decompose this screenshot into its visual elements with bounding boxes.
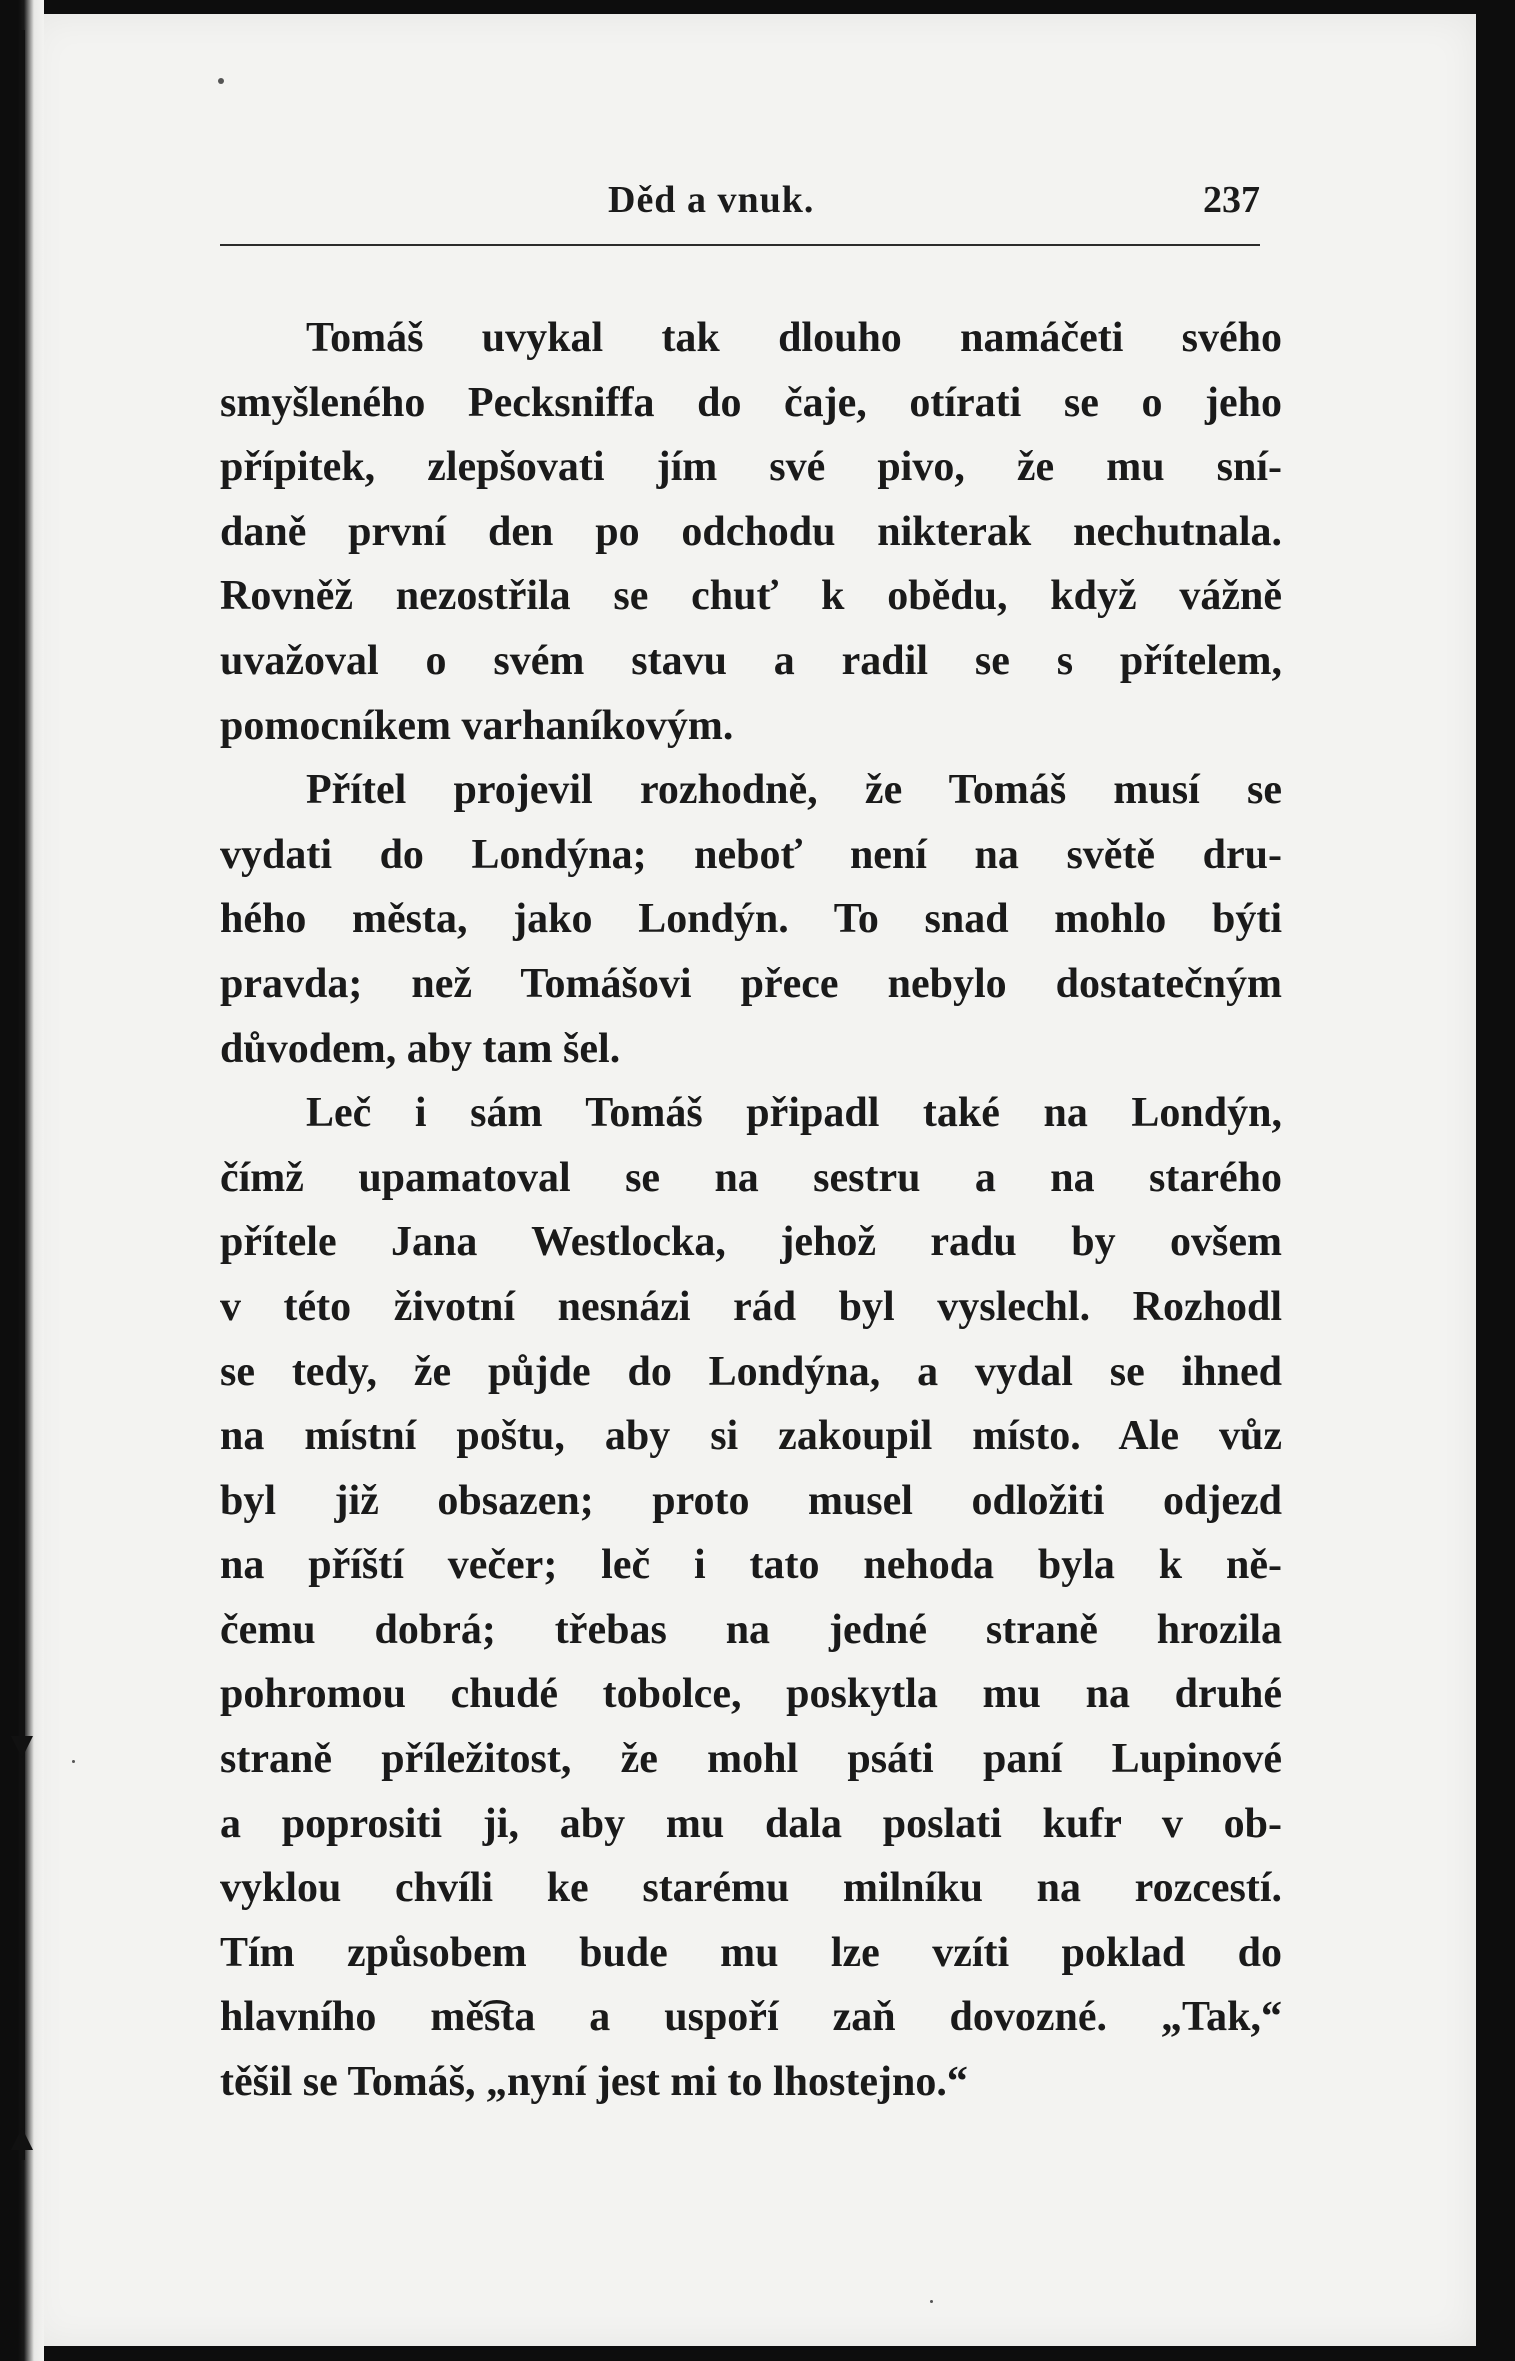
text-line: pravda; než Tomášovi přece nebylo dostatečným	[220, 960, 1282, 1007]
text-line: hlavního mě͡sta a uspoří zaň dovozné. „Tak,“	[220, 1994, 1282, 2041]
text-line: se tedy, že půjde do Londýna, a vydal se ihned	[220, 1348, 1282, 1395]
text-line: přípitek, zlepšovati jím své pivo, že mu sní-	[220, 444, 1282, 491]
text-line: čemu dobrá; třebas na jedné straně hrozila	[220, 1606, 1282, 1653]
paper-speck	[930, 2300, 933, 2303]
text-line: Přítel projevil rozhodně, že Tomáš musí se	[306, 767, 1282, 814]
page-number: 237	[1203, 179, 1260, 221]
text-line: Leč i sám Tomáš připadl také na Londýn,	[306, 1090, 1282, 1137]
text-line: těšil se Tomáš, „nyní jest mi to lhostejno.“	[220, 2059, 968, 2106]
text-line: byl již obsazen; proto musel odložiti odjezd	[220, 1477, 1282, 1524]
binding-mark-top	[11, 1736, 33, 1758]
binding-mark-bottom	[11, 2128, 33, 2150]
header-rule	[220, 244, 1260, 246]
page-header	[220, 178, 1260, 238]
text-line: důvodem, aby tam šel.	[220, 1025, 621, 1072]
text-line: straně příležitost, že mohl psáti paní Lupinové	[220, 1736, 1282, 1783]
paper-speck	[72, 1760, 75, 1763]
paragraph-3	[220, 1081, 1282, 2115]
text-line: Tím způsobem bude mu lze vzíti poklad do	[220, 1929, 1282, 1976]
text-line: vyklou chvíli ke starému milníku na rozcestí.	[220, 1865, 1282, 1912]
text-line: přítele Jana Westlocka, jehož radu by ovšem	[220, 1219, 1282, 1266]
body-text	[220, 306, 1282, 2115]
text-line: hého města, jako Londýn. To snad mohlo býti	[220, 896, 1282, 943]
text-line: pomocníkem varhaníkovým.	[220, 702, 734, 749]
text-line: a poprositi ji, aby mu dala poslati kufr v ob-	[220, 1800, 1282, 1847]
binding-edge	[20, 30, 25, 2160]
text-line: daně první den po odchodu nikterak nechutnala.	[220, 508, 1282, 555]
running-title: Děd a vnuk.	[608, 179, 815, 221]
paragraph-1	[220, 306, 1282, 758]
text-line: pohromou chudé tobolce, poskytla mu na druhé	[220, 1671, 1282, 1718]
text-line: na místní poštu, aby si zakoupil místo. Ale vůz	[220, 1413, 1282, 1460]
text-line: vydati do Londýna; neboť není na světě dru-	[220, 831, 1282, 878]
paper-speck	[218, 78, 224, 84]
text-line: Tomáš uvykal tak dlouho namáčeti svého	[306, 315, 1282, 361]
text-line: uvažoval o svém stavu a radil se s přítelem,	[220, 637, 1282, 684]
text-line: čímž upamatoval se na sestru a na starého	[220, 1154, 1282, 1201]
text-line: na příští večer; leč i tato nehoda byla k ně-	[220, 1542, 1282, 1589]
paragraph-2	[220, 758, 1282, 1081]
text-line: smyšleného Pecksniffa do čaje, otírati se o jeho	[220, 379, 1282, 426]
text-line: v této životní nesnázi rád byl vyslechl. Rozhodl	[220, 1283, 1282, 1330]
text-line: Rovněž nezostřila se chuť k obědu, když vážně	[220, 573, 1282, 620]
